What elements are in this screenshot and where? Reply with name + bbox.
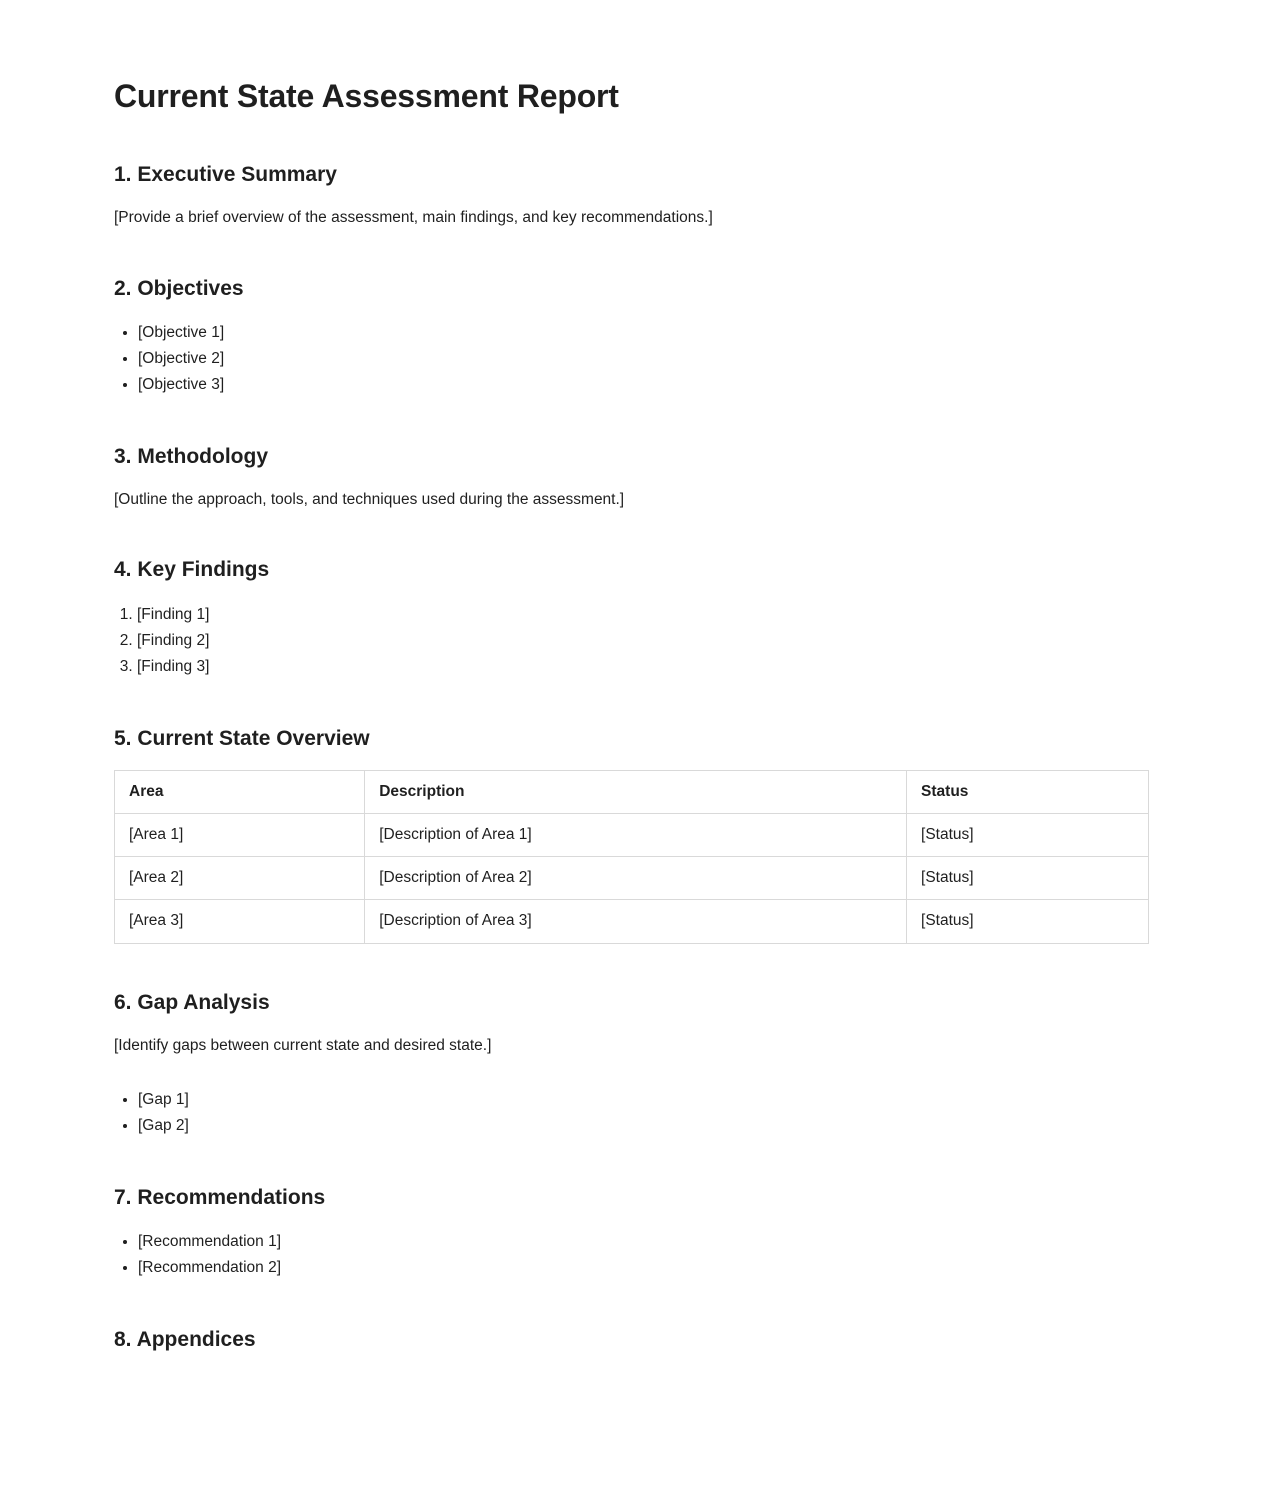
current-state-table [114, 770, 1149, 944]
heading-gap-analysis: 6. Gap Analysis [114, 990, 270, 1014]
list-item: 2. [Finding 2] [137, 628, 1149, 654]
section-executive-summary [114, 162, 1149, 230]
list-item: • [Recommendation 1] [138, 1229, 1149, 1255]
list-item: • [Recommendation 2] [138, 1255, 1149, 1281]
key-findings-list [114, 602, 1149, 680]
table-row [115, 857, 1149, 900]
page-title: Current State Assessment Report [114, 78, 619, 114]
recommendations-list [114, 1229, 1149, 1281]
table-row [115, 814, 1149, 857]
heading-current-state-overview: 5. Current State Overview [114, 726, 370, 750]
list-item: • [Gap 1] [138, 1087, 1149, 1113]
objectives-list [114, 320, 1149, 398]
cell-area: [Area 3] [115, 900, 365, 943]
heading-recommendations: 7. Recommendations [114, 1186, 326, 1210]
executive-summary-text: [Provide a brief overview of the assessment, main findings, and key recommendations.] [114, 209, 713, 227]
cell-status: [Status] [907, 900, 1149, 943]
table-row [115, 900, 1149, 943]
list-item: 1. [Finding 1] [137, 602, 1149, 628]
heading-objectives: 2. Objectives [114, 276, 244, 300]
gap-analysis-list [114, 1087, 1149, 1139]
section-gap-analysis [114, 990, 1149, 1140]
heading-appendices: 8. Appendices [114, 1328, 256, 1352]
section-recommendations [114, 1185, 1149, 1281]
gap-analysis-text: [Identify gaps between current state and desired state.] [114, 1036, 492, 1054]
list-item: • [Objective 3] [138, 372, 1149, 398]
cell-status: [Status] [907, 857, 1149, 900]
cell-status: [Status] [907, 814, 1149, 857]
heading-methodology: 3. Methodology [114, 444, 268, 468]
report-document [114, 0, 1149, 1512]
section-methodology [114, 444, 1149, 512]
section-current-state-overview [114, 726, 1149, 944]
heading-key-findings: 4. Key Findings [114, 558, 270, 582]
methodology-text: [Outline the approach, tools, and techniques used during the assessment.] [114, 491, 625, 509]
heading-executive-summary: 1. Executive Summary [114, 163, 337, 186]
table-header-row [115, 770, 1149, 813]
column-header-description: Description [365, 770, 907, 813]
cell-description: [Description of Area 2] [365, 857, 907, 900]
cell-area: [Area 2] [115, 857, 365, 900]
section-key-findings [114, 557, 1149, 679]
list-item: • [Gap 2] [138, 1113, 1149, 1139]
list-item: 3. [Finding 3] [137, 654, 1149, 680]
list-item: • [Objective 1] [138, 320, 1149, 346]
cell-description: [Description of Area 1] [365, 814, 907, 857]
list-item: • [Objective 2] [138, 346, 1149, 372]
cell-area: [Area 1] [115, 814, 365, 857]
section-appendices [114, 1327, 1149, 1353]
section-objectives [114, 276, 1149, 398]
column-header-status: Status [907, 770, 1149, 813]
column-header-area: Area [115, 770, 365, 813]
cell-description: [Description of Area 3] [365, 900, 907, 943]
